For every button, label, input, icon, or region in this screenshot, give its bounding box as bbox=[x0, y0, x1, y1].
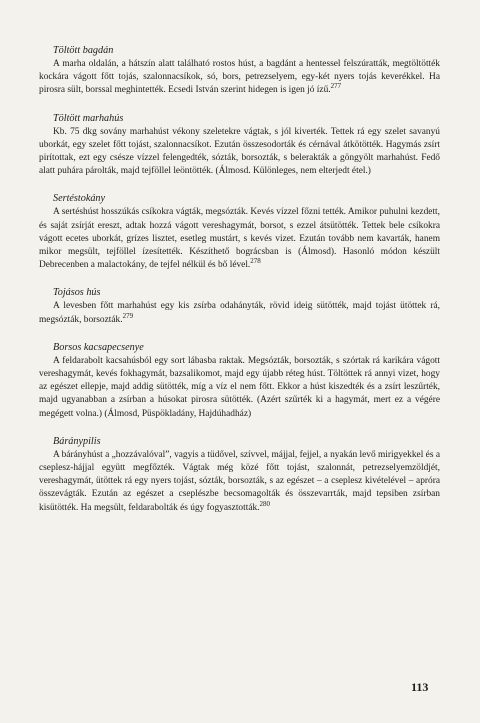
recipe-title: Báránypilis bbox=[53, 435, 101, 447]
recipe-text bbox=[39, 300, 440, 326]
page-number: 113 bbox=[411, 680, 429, 694]
recipe-baranypilis bbox=[39, 435, 440, 515]
footnote-ref: 278 bbox=[250, 257, 261, 266]
recipe-text bbox=[39, 355, 440, 421]
recipe-text bbox=[39, 126, 440, 179]
footnote-ref: 280 bbox=[259, 499, 271, 508]
recipe-text bbox=[39, 206, 440, 272]
recipe-body: Kb. 75 dkg sovány marhahúst vékony szeletekre vágtak, s jól kiverték. Tettek rá egy szelet savanyú uborkát, egy szelet főtt tojást, szalonnacsíkot. Ezután összesodorták és cérnával átkötötték. Hagymás zsírt pirítottak, ezt egy csésze vízzel felengedték, sózták, borsozták, s belerakták a göngyölt marhahúst. Fedő alatt puhára párolták, majd tejföllel leöntötték. (Álmosd. Különleges, nem elterjedt étel.) bbox=[39, 126, 440, 177]
recipe-body: A feldarabolt kacsahúsból egy sort lábasba raktak. Megsózták, borsozták, s szórtak rá karikára vágott vereshagymát, kevés fokhagymát, bazsalikomot, majd egy újabb réteg húst. Töltöttek rá annyi vizet, hogy az egészet ellepje, majd addig sütötték, míg a víz el nem főtt. Ekkor a húst kiszedték és a zsírt leszűrték, majd ugyanabban a zsírban a húsokat pirosra sütötték. (Azért szűrték ki a hagymát, mert ez a végére megégett volna.) (Álmosd, Püspökladány, Hajdúhadház) bbox=[39, 355, 440, 419]
recipe-borsos-kacsapecsenye bbox=[39, 341, 440, 421]
recipe-title: Töltött marhahús bbox=[53, 112, 124, 124]
page-content bbox=[39, 44, 440, 529]
footnote-ref: 277 bbox=[330, 82, 342, 91]
recipe-body: A bárányhúst a „hozzávalóval”, vagyis a tüdővel, szívvel, májjal, fejjel, a nyakán levő mirigyekkel és a cseplesz-hájjal együtt megfőzték. Vágtak még közé főtt tojást, szalonnát, petrezselyemzöldjét, vereshagymát, ütöttek rá egy nyers tojást, sózták, borsozták, s az egészet – a cseplesz kivételével – apróra összevágták. Ezután az egészet a cseplészbe becsomagolták és összevarrták, majd tepsiben zsírban kisütötték. Ha megsült, feldarabolták és úgy fogyasztották. bbox=[39, 449, 440, 513]
recipe-toltott-bagdan bbox=[39, 44, 440, 98]
recipe-title: Borsos kacsapecsenye bbox=[53, 341, 144, 353]
recipe-title: Sertéstokány bbox=[53, 193, 106, 205]
recipe-text bbox=[39, 58, 440, 98]
recipe-title: Töltött bagdán bbox=[53, 45, 114, 56]
footnote-ref: 279 bbox=[122, 311, 134, 320]
recipe-title: Tojásos hús bbox=[53, 287, 101, 299]
recipe-body: A sertéshúst hosszúkás csíkokra vágták, megsózták. Kevés vízzel főzni tették. Amikor puhulni kezdett, és saját zsírját ereszt, adtak hozzá vágott vereshagymát, borsot, s ezzel átsütötték. Tettek bele csíkokra vágott ecetes uborkát, grízes lisztet, esetleg mustárt, s kevés vizet. Ezután tovább nem kavarták, hanem mikor megsült, tejföllel ízesítették. Készíthető bográcsban is (Álmosd). Hasonló módon készült Debrecenben a malactokány, de tejfel nélkül és bő lével. bbox=[39, 207, 440, 271]
recipe-body: A levesben főtt marhahúst egy kis zsírba odahányták, rövid ideig sütötték, majd tojást ütöttek rá, megsózták, borsozták. bbox=[39, 301, 440, 325]
recipe-toltott-marhahus bbox=[39, 112, 440, 179]
recipe-body: A marha oldalán, a hátszín alatt található rostos húst, a bagdánt a hentessel felszúratták, megtöltötték kockára vágott főtt tojás, szalonnacsíkok, só, bors, petrezselyem, egy-két nyers tojás keverékkel. Ha pirosra sült, borssal meghintették. Ecsedi István szerint hidegen is igen jó ízű. bbox=[39, 59, 440, 96]
recipe-sertestokany bbox=[39, 192, 440, 272]
recipe-tojasos-hus bbox=[39, 286, 440, 326]
recipe-text bbox=[39, 449, 440, 515]
